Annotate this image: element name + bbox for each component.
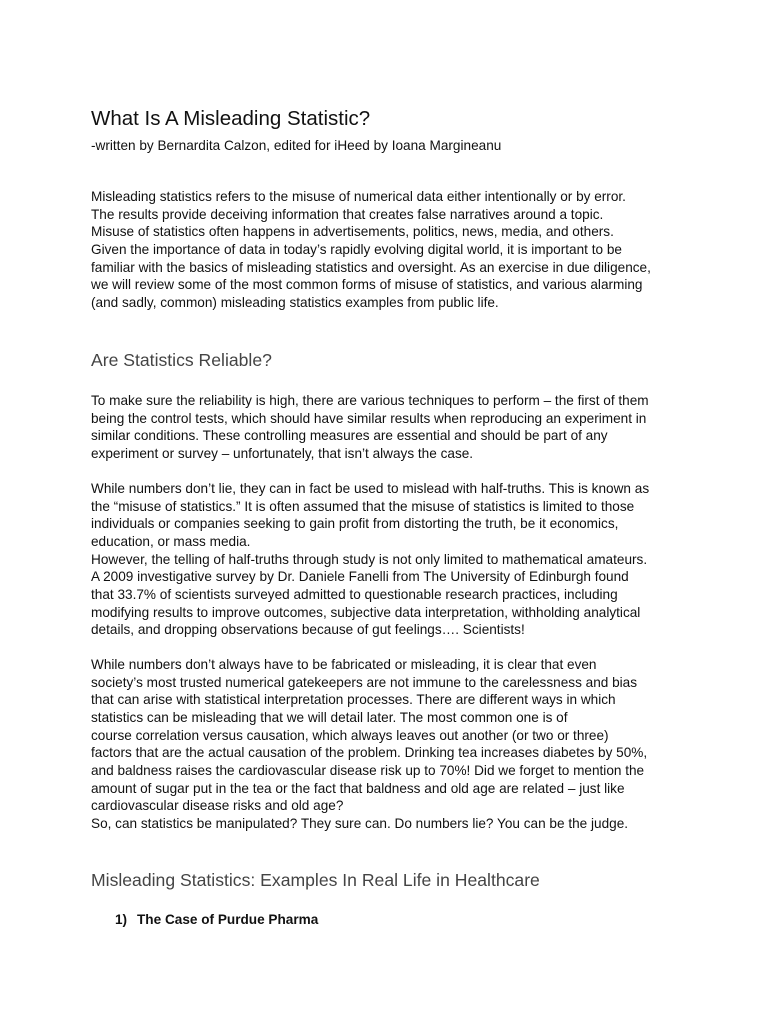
text-line: experiment or survey – unfortunately, that isn’t always the case. xyxy=(91,445,474,461)
text-line: that 33.7% of scientists surveyed admitted to questionable research practices, including xyxy=(91,586,618,602)
text-line: Given the importance of data in today’s rapidly evolving digital world, it is important to be xyxy=(91,241,622,257)
text-line: The results provide deceiving information that creates false narratives around a topic. xyxy=(91,206,604,222)
text-line: that can arise with statistical interpretation processes. There are different ways in which xyxy=(91,692,616,708)
text-line: Misuse of statistics often happens in advertisements, politics, news, media, and others. xyxy=(91,224,614,240)
text-line: the “misuse of statistics.” It is often assumed that the misuse of statistics is limited to those xyxy=(91,498,635,514)
text-line: modifying results to improve outcomes, subjective data interpretation, withholding analytical xyxy=(91,604,641,620)
section-heading-healthcare: Misleading Statistics: Examples In Real Life in Healthcare xyxy=(91,870,540,890)
paragraph-correlation xyxy=(91,656,691,833)
list-item-number: 1) xyxy=(115,912,128,927)
text-line: being the control tests, which should have similar results when reproducing an experiment in xyxy=(91,410,647,426)
text-line: course correlation versus causation, which always leaves out another (or two or three) xyxy=(91,727,609,743)
byline: -written by Bernardita Calzon, edited for iHeed by Ioana Margineanu xyxy=(91,138,502,153)
text-line: statistics can be misleading that we will detail later. The most common one is of xyxy=(91,709,568,725)
text-line: cardiovascular disease risks and old age? xyxy=(91,798,344,814)
list-item-label: The Case of Purdue Pharma xyxy=(137,912,319,927)
text-line: individuals or companies seeking to gain profit from distorting the truth, be it economics, xyxy=(91,516,619,532)
text-line: So, can statistics be manipulated? They sure can. Do numbers lie? You can be the judge. xyxy=(91,815,629,831)
text-line: we will review some of the most common forms of misuse of statistics, and various alarming xyxy=(91,277,643,293)
text-line: and baldness raises the cardiovascular disease risk up to 70%! Did we forget to mention the xyxy=(91,762,645,778)
text-line: similar conditions. These controlling measures are essential and should be part of any xyxy=(91,428,608,444)
section-heading-reliability: Are Statistics Reliable? xyxy=(91,350,272,370)
text-line: education, or mass media. xyxy=(91,533,251,549)
paragraph-half-truths xyxy=(91,480,691,639)
text-line: society’s most trusted numerical gatekeepers are not immune to the carelessness and bias xyxy=(91,674,638,690)
text-line: amount of sugar put in the tea or the fact that baldness and old age are related – just like xyxy=(91,780,625,796)
text-line: However, the telling of half-truths through study is not only limited to mathematical amateurs. xyxy=(91,551,648,567)
text-line: To make sure the reliability is high, there are various techniques to perform – the first of them xyxy=(91,393,649,408)
text-line: While numbers don’t always have to be fabricated or misleading, it is clear that even xyxy=(91,657,597,672)
intro-paragraph xyxy=(91,188,691,312)
text-line: Misleading statistics refers to the misuse of numerical data either intentionally or by error. xyxy=(91,189,626,204)
list-item-purdue-pharma xyxy=(115,911,318,928)
document-title: What Is A Misleading Statistic? xyxy=(91,107,371,130)
text-line: details, and dropping observations because of gut feelings…. Scientists! xyxy=(91,622,525,638)
text-line: While numbers don’t lie, they can in fact be used to mislead with half-truths. This is known as xyxy=(91,481,650,496)
text-line: (and sadly, common) misleading statistics examples from public life. xyxy=(91,294,499,310)
text-line: factors that are the actual causation of the problem. Drinking tea increases diabetes by 50%, xyxy=(91,745,648,761)
text-line: A 2009 investigative survey by Dr. Daniele Fanelli from The University of Edinburgh found xyxy=(91,569,629,585)
paragraph-control-tests xyxy=(91,392,691,463)
text-line: familiar with the basics of misleading statistics and oversight. As an exercise in due diligence, xyxy=(91,259,651,275)
